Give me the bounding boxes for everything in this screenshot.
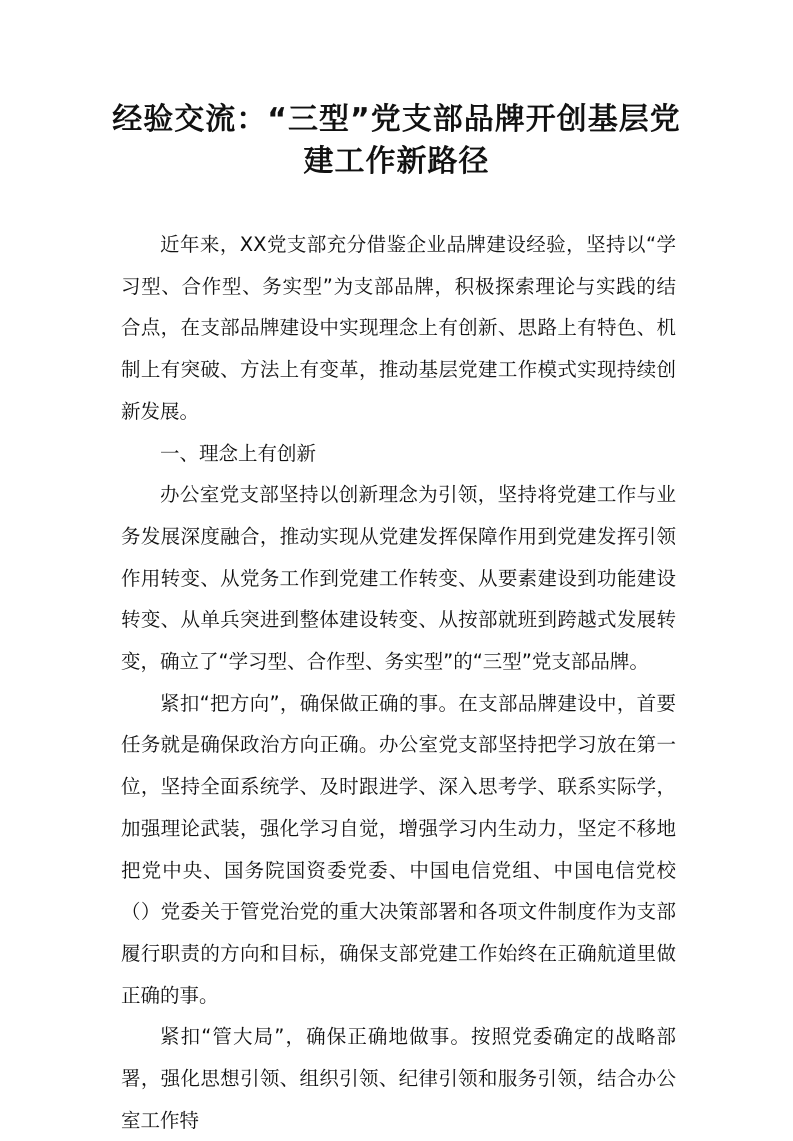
document-title-line-2: 建工作新路径 <box>303 144 490 179</box>
intro-paragraph: 近年来，XX党支部充分借鉴企业品牌建设经验，坚持以“学习型、合作型、务实型”为支部品牌，积极探索理论与实践的结合点，在支部品牌建设中实现理念上有创新、思路上有特色、机制上有突破、方法上有变革，推动基层党建工作模式实现持续创新发展。 <box>121 233 676 423</box>
body-paragraph: 办公室党支部坚持以创新理念为引领，坚持将党建工作与业务发展深度融合，推动实现从党建发挥保障作用到党建发挥引领作用转变、从党务工作到党建工作转变、从要素建设到功能建设转变、从单兵突进到整体建设转变、从按部就班到跨越式发展转变，确立了“学习型、合作型、务实型”的“三型”党支部品牌。 <box>121 483 676 674</box>
section-heading-1: 一、理念上有创新 <box>160 441 317 465</box>
body-paragraph: 紧扣“把方向”，确保做正确的事。在支部品牌建设中，首要任务就是确保政治方向正确。办公室党支部坚持把学习放在第一位，坚持全面系统学、及时跟进学、深入思考学、联系实际学，加强理论武装，强化学习自觉，增强学习内生动力，坚定不移地把党中央、国务院国资委党委、中国电信党组、中国电信党校（）党委关于管党治党的重大决策部署和各项文件制度作为支部履行职责的方向和目标，确保支部党建工作始终在正确航道里做正确的事。 <box>121 691 676 1007</box>
body-paragraph: 紧扣“管大局”，确保正确地做事。按照党委确定的战略部署，强化思想引领、组织引领、纪律引领和服务引领，结合办公室工作特 <box>121 1025 676 1132</box>
document-title-line-1: 经验交流：“三型”党支部品牌开创基层党 <box>112 102 681 137</box>
document-body <box>121 224 676 1141</box>
